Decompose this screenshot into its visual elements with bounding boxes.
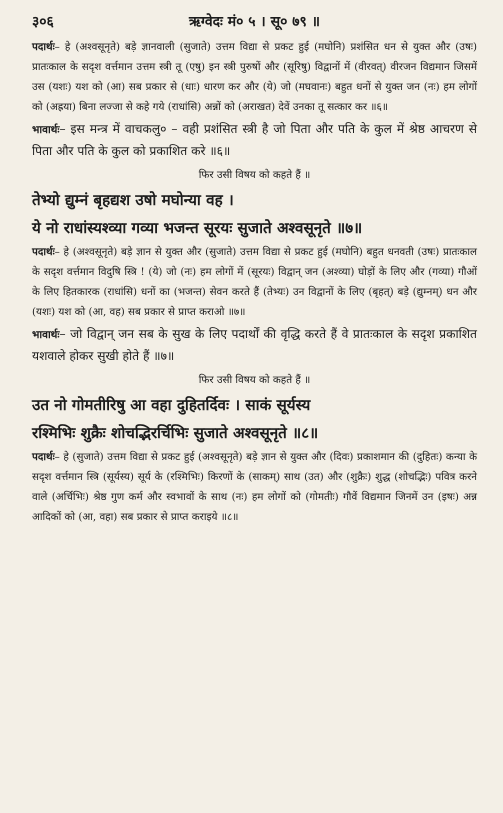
mantra-7-line-2: ये नो राधांस्यश्व्या गव्या भजन्त सूरयः सुजाते अश्वसूनृते ॥७॥ [32,219,363,237]
padartha-text: – हे (अश्वसूनृते) बड़े ज्ञान से युक्त और (सुजाते) उत्तम विद्या से प्रकट हुई (मघोनि) बहुत धनवती (उषः) प्रातःकाल के सदृश वर्त्तमान विदुषि स्त्रि ! (ये) जो (नः) हम लोगों में (सूरयः) विद्वान् जन (अश्व्या) घोड़ों के लिए और (गव्या) गौओं के लिए हितकारक (राधांसि) धनों का (भजन्त) सेवन करते हैं (तेभ्यः) उन विद्वानों के लिए (बृहत्) बड़े (द्युम्नम्) धन और (यशः) यश को (आ, वह) सब प्रकार से प्राप्त कराओ ॥७॥ [32,246,477,318]
bhavartha-paragraph-7 [32,324,477,367]
padartha-label: पदार्थः [32,451,55,463]
section-heading-8: फिर उसी विषय को कहते हैं ॥ [198,374,311,386]
padartha-paragraph-7 [32,242,477,322]
bhavartha-text: – जो विद्वान् जन सब के सुख के लिए पदार्थों की वृद्धि करते हैं वे प्रातःकाल के सदृश प्रकाशित यशवाले होकर सुखी होते हैं ॥७॥ [32,327,477,363]
bhavartha-paragraph-6 [32,119,477,162]
padartha-paragraph-6 [32,37,477,117]
mantra-7-line-1: तेभ्यो द्युम्नं बृहद्यश उषो मघोन्या वह । [32,191,234,209]
bhavartha-label: भावार्थः [32,124,60,136]
bhavartha-label: भावार्थः [32,329,60,341]
running-title: ऋग्वेदः मं० ५ । सू० ७९ ॥ [188,14,321,30]
padartha-label: पदार्थः [32,246,55,258]
padartha-label: पदार्थः [32,41,55,53]
padartha-paragraph-8 [32,447,477,527]
page-header [32,12,477,31]
page-number: ३०६ [32,14,54,30]
padartha-text: – हे (सुजाते) उत्तम विद्या से प्रकट हुई (अश्वसूनृते) बड़े ज्ञान से युक्त और (दिवः) प्रकाशमान की (दुहितः) कन्या के सदृश वर्त्तमान स्त्रि (सूर्यस्य) सूर्य के (रश्मिभिः) किरणों के (साकम्) साथ (उत) और (शुक्रैः) शुद्ध (शोचद्भिः) पवित्र करने वाले (अर्चिभिः) श्रेष्ठ गुण कर्म और स्वभावों के साथ (नः) हम लोगों को (गोमतीः) गौवें विद्यमान जिनमें उन (इषः) अन्न आदिकों को (आ, वहा) सब प्रकार से प्राप्त कराइये ॥८॥ [32,451,477,523]
section-heading-7: फिर उसी विषय को कहते हैं ॥ [198,169,311,181]
mantra-8-line-2: रश्मिभिः शुक्रैः शोचद्भिरर्चिभिः सुजाते अश्वसूनृते ॥८॥ [32,424,319,442]
padartha-text: – हे (अश्वसूनृते) बड़े ज्ञानवाली (सुजाते) उत्तम विद्या से प्रकट हुई (मघोनि) प्रशंसित धन से युक्त और (उषः) प्रातःकाल के सदृश वर्त्तमान उत्तम स्त्री तू (एषु) इन स्त्री पुरुषों और (सूरिषु) विद्वानों में (वीरवत्) वीरजन विद्यमान जिसमें उस (यशः) यश को (आ) सब प्रकार से (धाः) धारण कर और (ये) जो (मघवानः) बहुत धनों से युक्त जन (नः) हम लोगों को (अह्रया) बिना लज्जा से कहे गये (राधांसि) अन्नों को (अराखत) देवें उनका तू सत्कार कर ॥६॥ [32,41,477,113]
bhavartha-text: – इस मन्त्र में वाचकलु० – वही प्रशंसित स्त्री है जो पिता और पति के कुल में श्रेष्ठ आचरण से पिता और पति के कुल को प्रकाशित करे ॥६॥ [32,122,477,158]
mantra-8-line-1: उत नो गोमतीरिषु आ वहा दुहितर्दिवः । साकं सूर्यस्य [32,396,311,414]
